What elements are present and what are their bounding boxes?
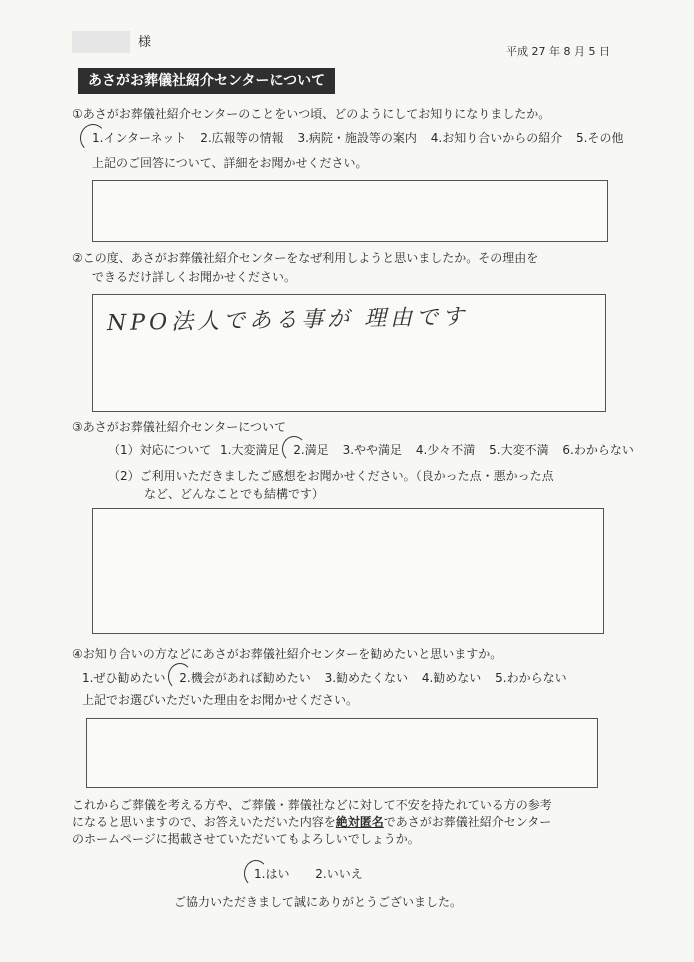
consent-option-yes[interactable]: 1.はい <box>254 867 290 881</box>
q2-question-line2: できるだけ詳しくお聞かせください。 <box>92 270 297 284</box>
q1-answer-text <box>93 177 607 186</box>
q3-sub2-line1: （2）ご利用いただきましたご感想をお聞かせください。（良かった点・悪かった点 <box>108 469 554 483</box>
q3-selection-circle <box>282 436 306 462</box>
q1-option-3[interactable]: 3.病院・施設等の案内 <box>297 131 417 145</box>
q3-option-5[interactable]: 5.大変不満 <box>489 443 549 457</box>
q3-option-3[interactable]: 3.やや満足 <box>342 443 403 457</box>
addressee-suffix: 様 <box>138 35 152 50</box>
date: 平成 27 年 8 月 5 日 <box>506 45 610 58</box>
q4-answer-box[interactable] <box>86 718 598 788</box>
q1-option-2[interactable]: 2.広報等の情報 <box>200 131 284 145</box>
redacted-name <box>72 31 130 53</box>
consent-selection-circle <box>244 860 268 887</box>
q4-options <box>82 672 577 684</box>
consent-line1: これからご葬儀を考える方や、ご葬儀・葬儀社などに対して不安を持たれている方の参考 <box>72 798 552 812</box>
consent-options <box>254 868 363 880</box>
q4-answer-text <box>87 715 597 724</box>
q1-options <box>92 132 634 144</box>
q1-selection-circle <box>80 124 106 152</box>
q1-detail-prompt: 上記のご回答について、詳細をお聞かせください。 <box>92 156 368 170</box>
q1-option-5[interactable]: 5.その他 <box>576 131 624 145</box>
q3-option-1[interactable]: 1.大変満足 <box>220 443 280 457</box>
section-header: あさがお葬儀社紹介センターについて <box>78 68 335 94</box>
consent-line2 <box>72 816 551 828</box>
q1-option-4[interactable]: 4.お知り合いからの紹介 <box>430 131 563 145</box>
q1-question: ①あさがお葬儀社紹介センターのことをいつ頃、どのようにしてお知りになりましたか。 <box>72 107 551 121</box>
q3-option-6[interactable]: 6.わからない <box>562 443 634 457</box>
q3-sub2-line2: など、どんなことでも結構です） <box>144 487 325 501</box>
q1-answer-box[interactable] <box>92 180 608 242</box>
q4-option-2[interactable]: 2.機会があれば勧めたい <box>179 671 311 685</box>
q4-detail-prompt: 上記でお選びいただいた理由をお聞かせください。 <box>82 693 359 707</box>
q3-sub1-label: （1）対応について <box>108 443 212 457</box>
consent-anonymous-emphasis: 絶対匿名 <box>335 815 384 829</box>
q4-selection-circle <box>168 663 192 690</box>
q4-option-1[interactable]: 1.ぜひ勧めたい <box>82 671 166 685</box>
q3-option-2[interactable]: 2.満足 <box>293 443 329 457</box>
consent-line2-post: であさがお葬儀社紹介センター <box>383 815 552 829</box>
q4-option-3[interactable]: 3.勧めたくない <box>324 671 409 685</box>
q2-question-line1: ②この度、あさがお葬儀社紹介センターをなぜ利用しようと思いましたか。その理由を <box>72 251 539 265</box>
q4-option-5[interactable]: 5.わからない <box>495 671 567 685</box>
consent-option-no[interactable]: 2.いいえ <box>315 867 363 881</box>
closing-message: ご協力いただきまして誠にありがとうございました。 <box>174 895 463 909</box>
q3-answer-box[interactable] <box>92 508 604 634</box>
q3-question: ③あさがお葬儀社紹介センターについて <box>72 420 287 434</box>
q3-option-4[interactable]: 4.少々不満 <box>415 443 476 457</box>
q3-answer-text <box>93 505 603 514</box>
q4-option-4[interactable]: 4.勧めない <box>421 671 482 685</box>
consent-line3: のホームページに掲載させていただいてもよろしいでしょうか。 <box>72 832 420 846</box>
consent-line2-pre: になると思いますので、お答えいただいた内容を <box>72 815 336 829</box>
q1-option-1[interactable]: 1.インターネット <box>92 131 187 145</box>
q4-question: ④お知り合いの方などにあさがお葬儀社紹介センターを勧めたいと思いますか。 <box>72 647 503 661</box>
q2-answer-box[interactable] <box>92 294 606 412</box>
q2-answer-text: NPO法人である事が 理由です <box>106 304 469 337</box>
